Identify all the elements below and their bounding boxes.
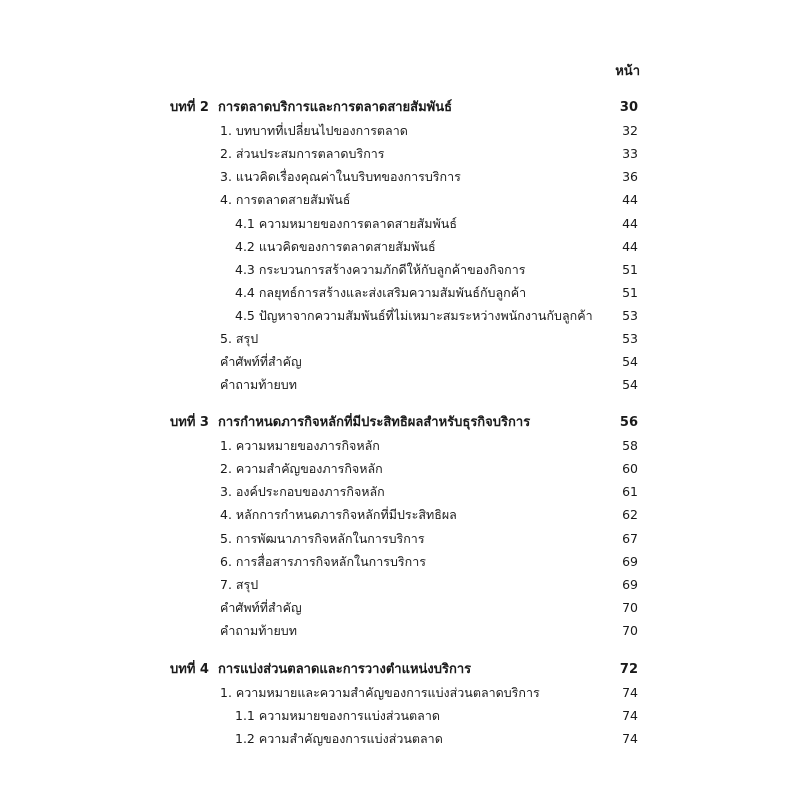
toc-entry-text [220, 621, 598, 641]
toc-entry-title: 6. การสื่อสารภารกิจหลักในการบริการ [220, 553, 426, 569]
toc-page-number: 54 [622, 377, 638, 393]
toc-chapter [170, 660, 638, 680]
toc-subsection [235, 706, 638, 726]
toc-entry-text [220, 436, 598, 456]
toc-chapter [170, 98, 638, 118]
toc-chapter [170, 413, 638, 433]
toc-page-number: 74 [622, 731, 638, 747]
toc-entry-text [235, 260, 598, 280]
toc-entry-text [220, 598, 598, 618]
toc-entry-text [220, 144, 598, 164]
page-column-label: หน้า [615, 64, 640, 79]
toc-page-number: 69 [622, 553, 638, 569]
chapter-number: บทที่ 2 [170, 100, 209, 115]
toc-entry-title: 5. การพัฒนาภารกิจหลักในการบริการ [220, 530, 425, 546]
toc-entry-title: 4.2 แนวคิดของการตลาดสายสัมพันธ์ [235, 238, 436, 254]
toc-section [220, 167, 638, 187]
toc-entry-text [220, 329, 598, 349]
toc-section [220, 352, 638, 372]
toc-entry-text [220, 375, 598, 395]
toc-entry-text [220, 482, 598, 502]
toc-entry-text [220, 167, 598, 187]
chapter-number: บทที่ 4 [170, 662, 209, 677]
toc-subsection [235, 306, 638, 326]
toc-entry-text [220, 529, 598, 549]
toc-section [220, 598, 638, 618]
toc-section [220, 683, 638, 703]
toc-section [220, 621, 638, 641]
toc-entry-title: คำถามท้ายบท [220, 622, 297, 638]
toc-entry-text [220, 190, 598, 210]
toc-entry-title: คำถามท้ายบท [220, 377, 297, 393]
toc-section [220, 552, 638, 572]
toc-entry-title: 2. ส่วนประสมการตลาดบริการ [220, 146, 385, 162]
toc-page-number: 70 [622, 622, 638, 638]
toc-subsection [235, 729, 638, 749]
toc-page-number: 74 [622, 708, 638, 724]
toc-entry-title: 2. ความสำคัญของภารกิจหลัก [220, 461, 383, 477]
toc-entry-title: 1.2 ความสำคัญของการแบ่งส่วนตลาด [235, 731, 443, 747]
toc-entry-title: 7. สรุป [220, 576, 259, 592]
toc-entry-text [220, 575, 598, 595]
toc-entry-title: 1. ความหมายของภารกิจหลัก [220, 438, 380, 454]
toc-entry-text [220, 505, 598, 525]
toc-entry-text [220, 352, 598, 372]
toc-page-number: 54 [622, 354, 638, 370]
toc-page-number: 72 [619, 662, 638, 677]
toc-entry-text [170, 98, 598, 118]
toc-entry-text [170, 660, 598, 680]
toc-page-number: 44 [622, 238, 638, 254]
toc-section [220, 575, 638, 595]
chapter-number: บทที่ 3 [170, 415, 209, 430]
toc-entry-title: คำศัพท์ที่สำคัญ [220, 599, 302, 615]
toc-page-number: 33 [622, 146, 638, 162]
toc-section [220, 121, 638, 141]
toc-entry-title: 1. ความหมายและความสำคัญของการแบ่งส่วนตลาดบริการ [220, 685, 540, 701]
toc-entry-text [235, 306, 598, 326]
toc-page-number: 53 [622, 307, 638, 323]
toc-entry-title: การแบ่งส่วนตลาดและการวางตำแหน่งบริการ [218, 662, 472, 677]
toc-entry-title: 4.1 ความหมายของการตลาดสายสัมพันธ์ [235, 215, 457, 231]
toc-entry-title: 4.4 กลยุทธ์การสร้างและส่งเสริมความสัมพันธ์กับลูกค้า [235, 284, 527, 300]
toc-entry-title: 4.5 ปัญหาจากความสัมพันธ์ที่ไม่เหมาะสมระหว่างพนักงานกับลูกค้า [235, 307, 593, 323]
toc-entry-title: 4. หลักการกำหนดภารกิจหลักที่มีประสิทธิผล [220, 507, 457, 523]
toc-entry-title: 1.1 ความหมายของการแบ่งส่วนตลาด [235, 708, 440, 724]
toc-entry-text [235, 214, 598, 234]
toc-page-number: 60 [622, 461, 638, 477]
toc-entry-text [220, 552, 598, 572]
toc-entry-title: 1. บทบาทที่เปลี่ยนไปของการตลาด [220, 123, 408, 139]
toc-page-number: 30 [619, 100, 638, 115]
toc-entry-text [235, 729, 598, 749]
toc-page-number: 61 [622, 484, 638, 500]
toc-entry-text [170, 413, 598, 433]
toc-entry-text [220, 459, 598, 479]
toc-page-number: 51 [622, 261, 638, 277]
toc-entry-text [220, 121, 598, 141]
toc-entry-title: คำศัพท์ที่สำคัญ [220, 354, 302, 370]
toc-section [220, 375, 638, 395]
toc-page-number: 44 [622, 192, 638, 208]
toc-entry-text [235, 706, 598, 726]
toc-page-number: 36 [622, 169, 638, 185]
toc-subsection [235, 214, 638, 234]
toc-entry-title: 5. สรุป [220, 331, 259, 346]
toc-section [220, 329, 638, 349]
toc-page-number: 51 [622, 284, 638, 300]
toc-section [220, 144, 638, 164]
toc-page-number: 53 [622, 331, 638, 346]
toc-entry-title: การกำหนดภารกิจหลักที่มีประสิทธิผลสำหรับธุรกิจบริการ [218, 415, 531, 430]
toc-entry-text [235, 283, 598, 303]
toc-page-number: 67 [622, 530, 638, 546]
toc-subsection [235, 283, 638, 303]
toc-entry-title: การตลาดบริการและการตลาดสายสัมพันธ์ [218, 100, 453, 115]
toc-page-number: 58 [622, 438, 638, 454]
toc-section [220, 529, 638, 549]
toc-section [220, 482, 638, 502]
toc-section [220, 505, 638, 525]
toc-entry-text [220, 683, 598, 703]
toc-page-number: 56 [619, 415, 638, 430]
toc-entry-title: 3. แนวคิดเรื่องคุณค่าในบริบทของการบริการ [220, 169, 461, 185]
toc-section [220, 190, 638, 210]
toc-entry-title: 4. การตลาดสายสัมพันธ์ [220, 192, 351, 208]
toc-page-number: 44 [622, 215, 638, 231]
toc-page-number: 74 [622, 685, 638, 701]
toc-section [220, 459, 638, 479]
toc-page-number: 69 [622, 576, 638, 592]
toc-page-number: 32 [622, 123, 638, 139]
toc-entry-title: 3. องค์ประกอบของภารกิจหลัก [220, 484, 385, 500]
toc-page-number: 70 [622, 599, 638, 615]
toc-section [220, 436, 638, 456]
toc-subsection [235, 237, 638, 257]
toc-page-number: 62 [622, 507, 638, 523]
toc-subsection [235, 260, 638, 280]
toc-entry-title: 4.3 กระบวนการสร้างความภักดีให้กับลูกค้าของกิจการ [235, 261, 526, 277]
toc-entry-text [235, 237, 598, 257]
